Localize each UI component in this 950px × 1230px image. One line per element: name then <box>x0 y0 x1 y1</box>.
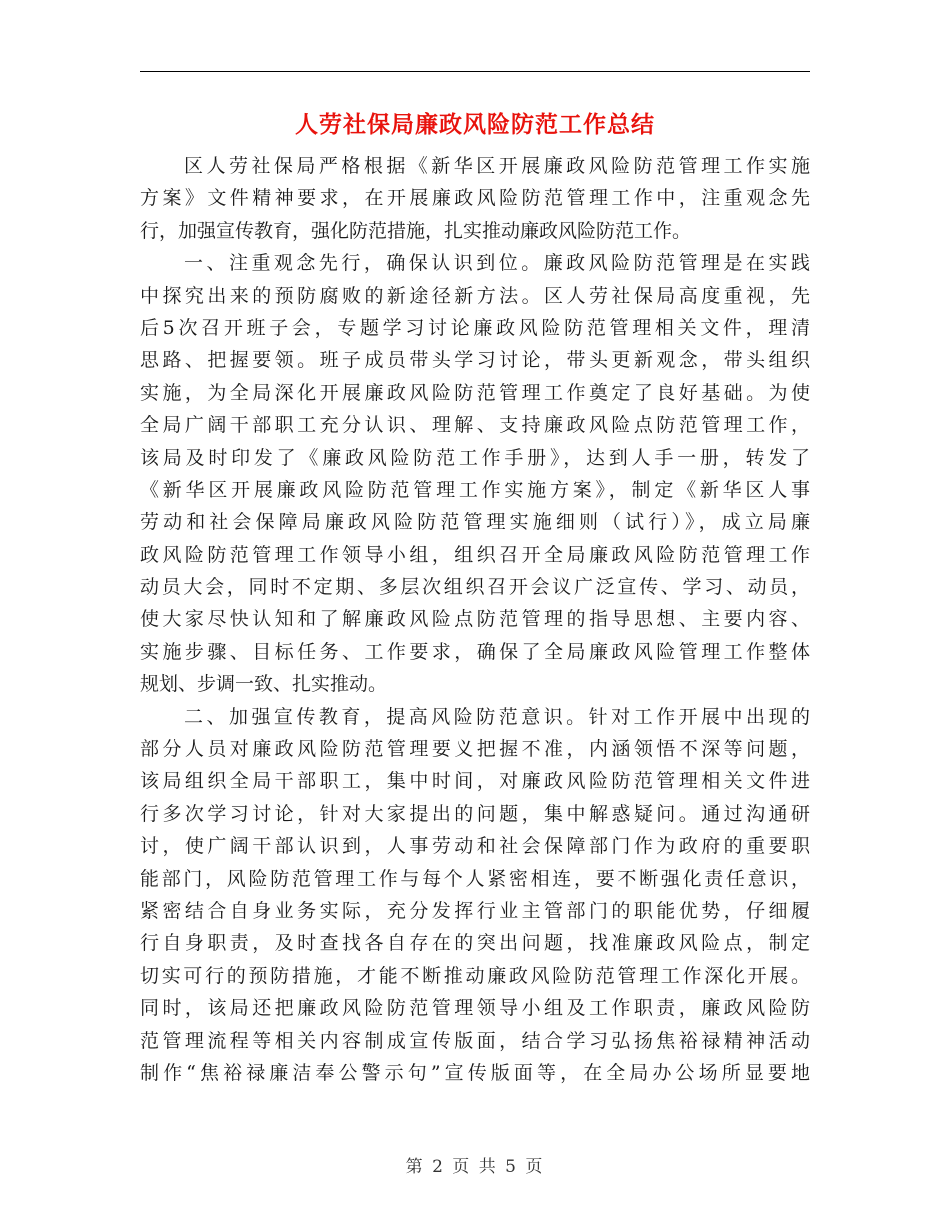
header-rule <box>140 71 810 72</box>
document-title: 人劳社保局廉政风险防范工作总结 <box>295 111 655 138</box>
body-text-line: 规划、步调一致、扎实推动。 <box>140 673 388 696</box>
body-text-line: 部分人员对廉政风险防范管理要义把握不准，内涵领悟不深等问题， <box>140 738 810 761</box>
body-text-line: 范管理流程等相关内容制成宣传版面，结合学习弘扬焦裕禄精神活动 <box>140 1029 810 1052</box>
document-body <box>140 150 810 1089</box>
body-text-line: 劳动和社会保障局廉政风险防范管理实施细则（试行）》，成立局廉 <box>140 511 810 534</box>
body-text-line: 方案》文件精神要求，在开展廉政风险防范管理工作中，注重观念先 <box>140 187 810 210</box>
body-text-line: 切实可行的预防措施，才能不断推动廉政风险防范管理工作深化开展。 <box>140 964 810 987</box>
body-text-line: 讨，使广阔干部认识到，人事劳动和社会保障部门作为政府的重要职 <box>140 835 810 858</box>
body-text-line: 中探究出来的预防腐败的新途径新方法。区人劳社保局高度重视，先 <box>140 284 810 307</box>
body-text-line: 行自身职责，及时查找各自存在的突出问题，找准廉政风险点，制定 <box>140 932 810 955</box>
body-text-line: 思路、把握要领。班子成员带头学习讨论，带头更新观念，带头组织 <box>140 349 810 372</box>
body-text-line: 一、注重观念先行，确保认识到位。廉政风险防范管理是在实践 <box>184 252 810 275</box>
body-text-line: 使大家尽快认知和了解廉政风险点防范管理的指导思想、主要内容、 <box>140 608 810 631</box>
body-text-line: 行，加强宣传教育，强化防范措施，扎实推动廉政风险防范工作。 <box>140 219 692 242</box>
body-text-line: 紧密结合自身业务实际，充分发挥行业主管部门的职能优势，仔细履 <box>140 899 810 922</box>
body-text-line: 行多次学习讨论，针对大家提出的问题，集中解惑疑问。通过沟通研 <box>140 802 810 825</box>
body-text-line: 该局及时印发了《廉政风险防范工作手册》，达到人手一册，转发了 <box>140 446 810 469</box>
body-text-line: 后5次召开班子会，专题学习讨论廉政风险防范管理相关文件，理清 <box>140 316 810 339</box>
body-text-line: 能部门，风险防范管理工作与每个人紧密相连，要不断强化责任意识， <box>140 867 810 890</box>
body-text-line: 同时，该局还把廉政风险防范管理领导小组及工作职责，廉政风险防 <box>140 997 810 1020</box>
body-text-line: 实施，为全局深化开展廉政风险防范管理工作奠定了良好基础。为使 <box>140 381 810 404</box>
body-text-line: 政风险防范管理工作领导小组，组织召开全局廉政风险防范管理工作 <box>140 543 810 566</box>
body-text-line: 区人劳社保局严格根据《新华区开展廉政风险防范管理工作实施 <box>184 155 810 177</box>
body-text-line: 实施步骤、目标任务、工作要求，确保了全局廉政风险管理工作整体 <box>140 640 810 663</box>
body-text-line: 该局组织全局干部职工，集中时间，对廉政风险防范管理相关文件进 <box>140 770 810 793</box>
body-text-line: 全局广阔干部职工充分认识、理解、支持廉政风险点防范管理工作， <box>140 414 810 437</box>
body-text-line: 制作“焦裕禄廉洁奉公警示句”宣传版面等，在全局办公场所显要地 <box>140 1061 810 1084</box>
body-text-line: 动员大会，同时不定期、多层次组织召开会议广泛宣传、学习、动员， <box>140 576 810 599</box>
body-text-line: 二、加强宣传教育，提高风险防范意识。针对工作开展中出现的 <box>184 705 810 728</box>
body-text-line: 《新华区开展廉政风险防范管理工作实施方案》，制定《新华区人事 <box>140 478 810 501</box>
page-number: 第 2 页 共 5 页 <box>405 1157 545 1177</box>
